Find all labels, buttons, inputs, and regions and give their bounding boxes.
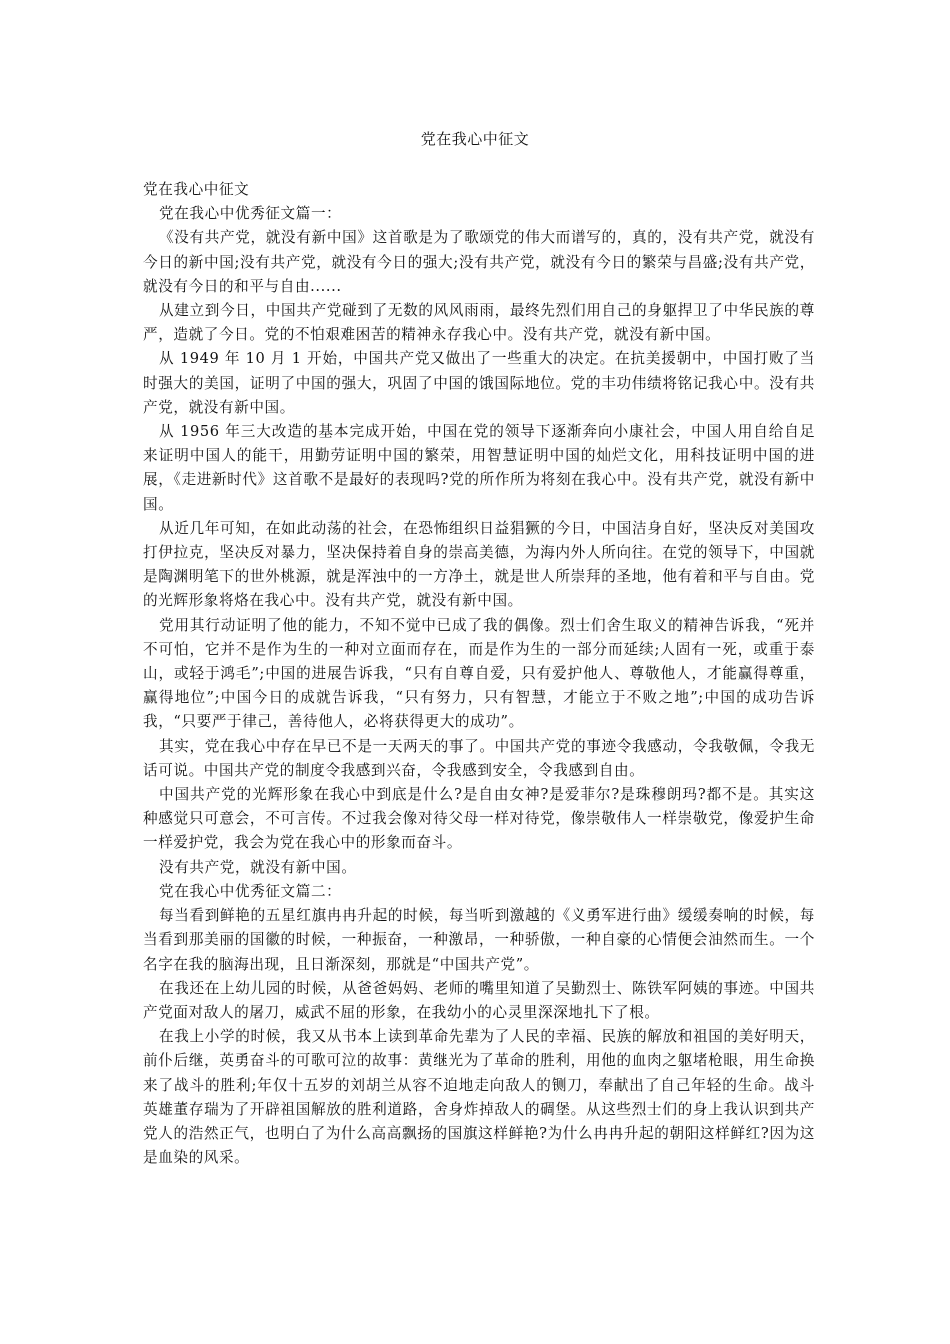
paragraph: 在我还在上幼儿园的时候，从爸爸妈妈、老师的嘴里知道了吴勤烈士、陈铁军阿姨的事迹。中国共产党面对敌人的屠刀，威武不屈的形象，在我幼小的心灵里深深地扎下了根。: [143, 979, 815, 1021]
paragraph: 其实，党在我心中存在早已不是一天两天的事了。中国共产党的事迹令我感动，令我敬佩，令我无话可说。中国共产党的制度令我感到兴奋，令我感到安全，令我感到自由。: [143, 737, 815, 779]
paragraph: 从 1956 年三大改造的基本完成开始，中国在党的领导下逐渐奔向小康社会，中国人用自给自足来证明中国人的能干，用勤劳证明中国的繁荣，用智慧证明中国的灿烂文化，用科技证明中国的进展，《走进新时代》这首歌不是最好的表现吗?党的所作所为将刻在我心中。没有共产党，就没有新中国。: [143, 423, 815, 513]
document-body: [143, 178, 815, 1170]
paragraph: 从建立到今日，中国共产党碰到了无数的风风雨雨，最终先烈们用自己的身躯捍卫了中华民族的尊严，造就了今日。党的不怕艰难困苦的精神永存我心中。没有共产党，就没有新中国。: [143, 302, 815, 344]
paragraph: 《没有共产党，就没有新中国》这首歌是为了歌颂党的伟大而谱写的，真的，没有共产党，就没有今日的新中国;没有共产党，就没有今日的强大;没有共产党，就没有今日的繁荣与昌盛;没有共产党，就没有今日的和平与自由......: [143, 229, 815, 295]
section-heading-part-two: 党在我心中优秀征文篇二：: [159, 882, 342, 900]
paragraph: 没有共产党，就没有新中国。: [159, 858, 357, 876]
document-title: 党在我心中征文: [420, 130, 530, 148]
paragraph: 在我上小学的时候，我又从书本上读到革命先辈为了人民的幸福、民族的解放和祖国的美好明天，前仆后继，英勇奋斗的可歌可泣的故事：黄继光为了革命的胜利，用他的血肉之躯堵枪眼，用生命换来了战斗的胜利;年仅十五岁的刘胡兰从容不迫地走向敌人的铡刀，奉献出了自己年轻的生命。战斗英雄董存瑞为了开辟祖国解放的胜利道路，舍身炸掉敌人的碉堡。从这些烈士们的身上我认识到共产党人的浩然正气，也明白了为什么高高飘扬的国旗这样鲜艳?为什么冉冉升起的朝阳这样鲜红?因为这是血染的风采。: [143, 1028, 815, 1167]
paragraph: 从 1949 年 10 月 1 开始，中国共产党又做出了一些重大的决定。在抗美援朝中，中国打败了当时强大的美国，证明了中国的强大，巩固了中国的饿国际地位。党的丰功伟绩将铭记我心中。没有共产党，就没有新中国。: [143, 350, 815, 416]
paragraph: 每当看到鲜艳的五星红旗冉冉升起的时候，每当听到激越的《义勇军进行曲》缓缓奏响的时候，每当看到那美丽的国徽的时候，一种振奋，一种激昂，一种骄傲，一种自豪的心情便会油然而生。一个名字在我的脑海出现，且日渐深刻，那就是“中国共产党”。: [143, 907, 815, 973]
paragraph: 中国共产党的光辉形象在我心中到底是什么?是自由女神?是爱菲尔?是珠穆朗玛?都不是。其实这种感觉只可意会，不可言传。不过我会像对待父母一样对待党，像崇敬伟人一样崇敬党，像爱护生命一样爱护党，我会为党在我心中的形象而奋斗。: [143, 786, 815, 852]
body-heading: 党在我心中征文: [143, 181, 250, 198]
section-heading-part-one: 党在我心中优秀征文篇一：: [159, 205, 342, 223]
paragraph: 从近几年可知，在如此动荡的社会，在恐怖组织日益猖獗的今日，中国洁身自好，坚决反对美国攻打伊拉克，坚决反对暴力，坚决保持着自身的崇高美德，为海内外人所向往。在党的领导下，中国就是陶渊明笔下的世外桃源，就是浑浊中的一方净土，就是世人所崇拜的圣地，他有着和平与自由。党的光辉形象将烙在我心中。没有共产党，就没有新中国。: [143, 519, 815, 610]
paragraph: 党用其行动证明了他的能力，不知不觉中已成了我的偶像。烈士们舍生取义的精神告诉我，“死并不可怕，它并不是作为生的一种对立面而存在，而是作为生的一部分而延续;人固有一死，或重于泰山，或轻于鸿毛”;中国的进展告诉我，“只有自尊自爱，只有爱护他人、尊敬他人，才能赢得尊重，赢得地位”;中国今日的成就告诉我，“只有努力，只有智慧，才能立于不败之地”;中国的成功告诉我，“只要严于律己，善待他人，必将获得更大的成功”。: [143, 616, 815, 731]
